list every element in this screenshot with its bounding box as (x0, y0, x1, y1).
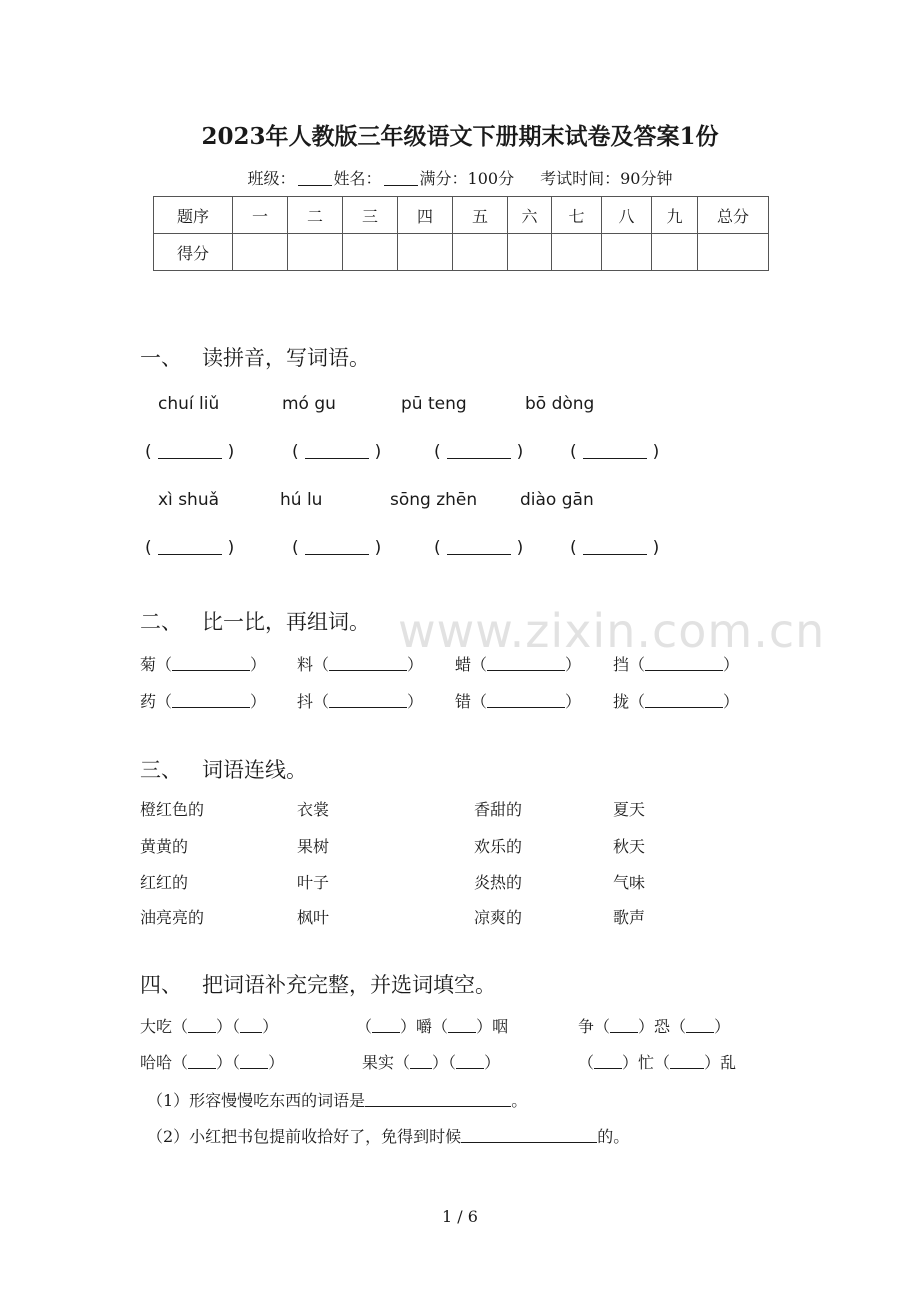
match-word[interactable]: 油亮亮的 (140, 908, 205, 927)
idiom-guoshi[interactable]: 果实（ ）（ ） (362, 1053, 501, 1072)
answer-blank[interactable]: ( ) (570, 442, 660, 462)
exam-info-line (0, 166, 920, 189)
section1-number: 一、 (140, 346, 182, 370)
pinyin: hú lu (280, 490, 323, 510)
answer-blank[interactable]: ( ) (292, 442, 382, 462)
answer-blank[interactable]: ( ) (434, 442, 524, 462)
table-col: 七 (552, 197, 602, 234)
question-1[interactable]: （1）形容慢慢吃东西的词语是 。 (147, 1091, 528, 1110)
answer-blank[interactable]: ( ) (145, 538, 235, 558)
exam-title: 2023年人教版三年级语文下册期末试卷及答案1份 (201, 123, 719, 150)
question-2[interactable]: （2）小红把书包提前收拾好了，免得到时候 的。 (147, 1127, 630, 1146)
match-word[interactable]: 叶子 (297, 873, 330, 892)
score-cell[interactable] (602, 234, 652, 271)
table-col: 六 (508, 197, 552, 234)
section2-title: 比一比，再组词。 (202, 610, 370, 634)
class-blank (298, 171, 332, 186)
answer-blank[interactable]: ( ) (434, 538, 524, 558)
pinyin: diào gān (520, 490, 594, 510)
score-table-header-row (154, 197, 769, 234)
full-score: 满分：100分 (419, 169, 515, 188)
section3-heading (140, 754, 307, 784)
match-word[interactable]: 夏天 (613, 800, 646, 819)
pinyin: bō dòng (525, 394, 595, 414)
table-col: 五 (453, 197, 508, 234)
match-word[interactable]: 橙红色的 (140, 800, 205, 819)
match-word[interactable]: 秋天 (613, 837, 646, 856)
section1-title: 读拼音，写词语。 (202, 346, 370, 370)
table-col: 二 (288, 197, 343, 234)
compare-item[interactable]: 菊（ ） (140, 655, 267, 674)
section3-number: 三、 (140, 758, 182, 782)
match-word[interactable]: 红红的 (140, 873, 189, 892)
answer-blank[interactable]: ( ) (570, 538, 660, 558)
idiom-zhengkong[interactable]: 争（ ）恐（ ） (578, 1017, 731, 1036)
score-cell[interactable] (233, 234, 288, 271)
idiom-mangluan[interactable]: （ ）忙（ ）乱 (578, 1053, 737, 1072)
score-cell[interactable] (288, 234, 343, 271)
match-word[interactable]: 欢乐的 (474, 837, 523, 856)
class-label: 班级： (247, 169, 296, 188)
pinyin: pū teng (401, 394, 467, 414)
score-cell[interactable] (343, 234, 398, 271)
answer-blank[interactable]: ( ) (292, 538, 382, 558)
pinyin: mó gu (282, 394, 336, 414)
match-word[interactable]: 枫叶 (297, 908, 330, 927)
section2-heading (140, 606, 370, 636)
match-word[interactable]: 炎热的 (474, 873, 523, 892)
table-col: 三 (343, 197, 398, 234)
compare-item[interactable]: 料（ ） (297, 655, 424, 674)
compare-item[interactable]: 挡（ ） (613, 655, 740, 674)
section4-number: 四、 (140, 973, 182, 997)
answer-blank[interactable]: ( ) (145, 442, 235, 462)
compare-item[interactable]: 拢（ ） (613, 692, 740, 711)
score-table-score-row (154, 234, 769, 271)
section1-heading (140, 342, 370, 372)
match-word[interactable]: 香甜的 (474, 800, 523, 819)
table-col: 九 (652, 197, 698, 234)
match-word[interactable]: 果树 (297, 837, 330, 856)
idiom-dachi[interactable]: 大吃（ ）（ ） (140, 1017, 279, 1036)
score-cell[interactable] (398, 234, 453, 271)
score-cell[interactable] (453, 234, 508, 271)
score-cell[interactable] (508, 234, 552, 271)
score-cell[interactable] (652, 234, 698, 271)
match-word[interactable]: 黄黄的 (140, 837, 189, 856)
idiom-haha[interactable]: 哈哈（ ）（ ） (140, 1053, 285, 1072)
section4-title: 把词语补充完整，并选词填空。 (202, 973, 496, 997)
section3-title: 词语连线。 (202, 758, 307, 782)
exam-time: 考试时间：90分钟 (540, 169, 673, 188)
compare-item[interactable]: 错（ ） (455, 692, 582, 711)
section4-heading (140, 969, 496, 999)
table-col-total: 总分 (698, 197, 769, 234)
section2-number: 二、 (140, 610, 182, 634)
idiom-jiaoyan[interactable]: （ ）嚼（ ）咽 (356, 1017, 509, 1036)
pinyin: xì shuǎ (158, 490, 220, 510)
score-cell[interactable] (698, 234, 769, 271)
compare-item[interactable]: 蜡（ ） (455, 655, 582, 674)
match-word[interactable]: 气味 (613, 873, 646, 892)
pinyin: chuí liǔ (158, 394, 220, 414)
compare-item[interactable]: 抖（ ） (297, 692, 424, 711)
table-col: 四 (398, 197, 453, 234)
table-col: 八 (602, 197, 652, 234)
match-word[interactable]: 歌声 (613, 908, 646, 927)
score-cell[interactable] (552, 234, 602, 271)
watermark: www.zixin.com.cn (398, 604, 826, 658)
name-blank (384, 171, 418, 186)
match-word[interactable]: 衣裳 (297, 800, 330, 819)
pinyin: sōng zhēn (390, 490, 478, 510)
table-header-label: 题序 (154, 197, 233, 234)
compare-item[interactable]: 药（ ） (140, 692, 267, 711)
page-number: 1 / 6 (442, 1207, 478, 1226)
score-table (153, 196, 769, 271)
name-label: 姓名： (333, 169, 382, 188)
table-col: 一 (233, 197, 288, 234)
table-row-label: 得分 (154, 234, 233, 271)
match-word[interactable]: 凉爽的 (474, 908, 523, 927)
